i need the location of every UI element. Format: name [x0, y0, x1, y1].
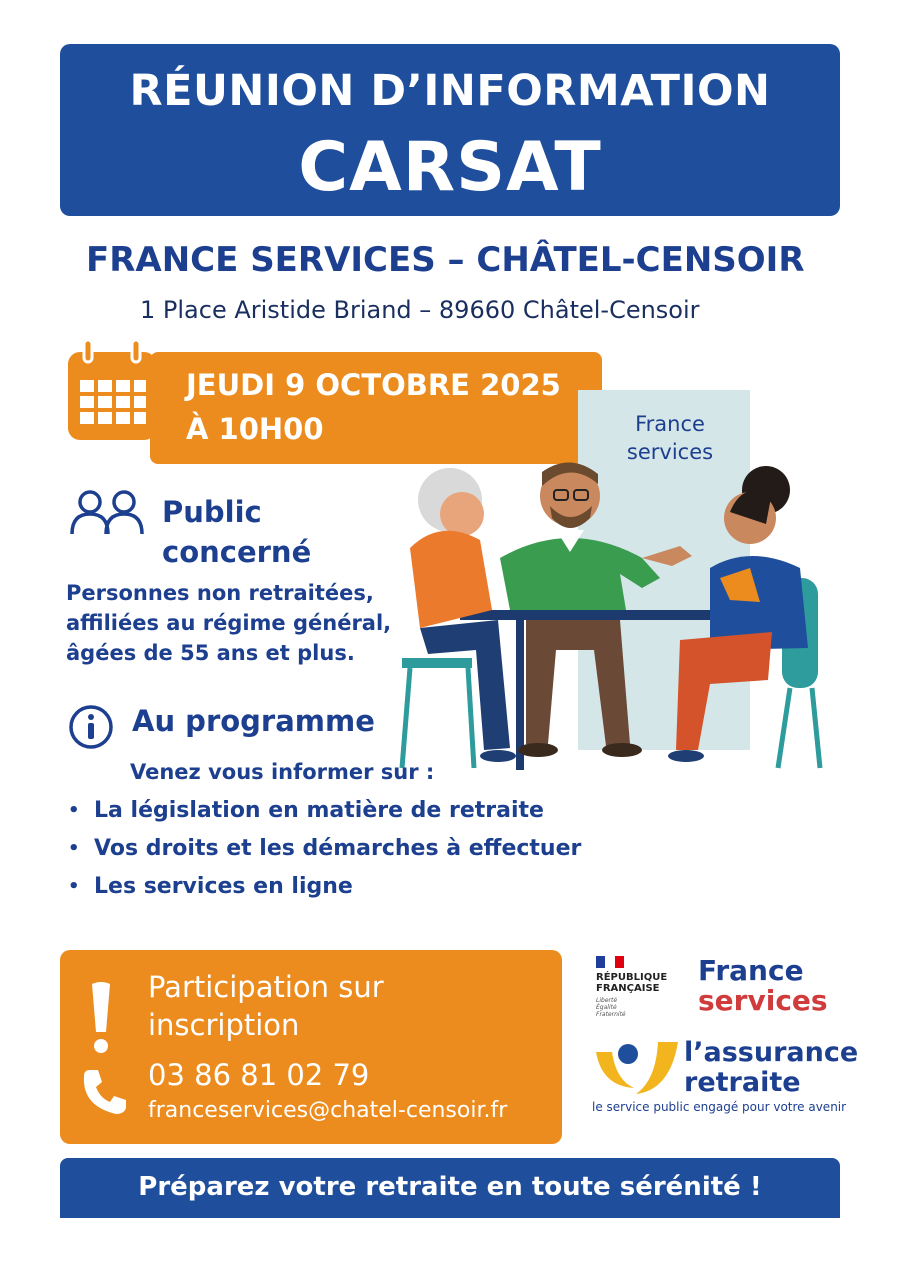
france-services-line2: services	[698, 984, 828, 1017]
france-services-logo	[698, 956, 828, 1016]
marianne-flag-icon	[596, 956, 624, 968]
contact-email[interactable]: franceservices@chatel-censoir.fr	[148, 1098, 508, 1123]
public-desc-line2: affiliées au régime général,	[66, 611, 392, 635]
republique-name: RÉPUBLIQUE FRANÇAISE	[596, 972, 668, 994]
venue-name: FRANCE SERVICES – CHÂTEL-CENSOIR	[86, 240, 805, 280]
assurance-line2: retraite	[684, 1067, 801, 1098]
title-banner	[60, 44, 840, 216]
exclamation-icon	[86, 980, 116, 1054]
assurance-tagline: le service public engagé pour votre avenir	[592, 1100, 847, 1114]
republique-francaise-logo	[596, 956, 676, 1018]
programme-item: • Les services en ligne	[68, 868, 581, 906]
info-icon	[68, 704, 114, 750]
assurance-retraite-logo	[684, 1038, 858, 1098]
people-icon	[70, 488, 146, 536]
public-description	[66, 578, 396, 668]
contact-phone[interactable]: 03 86 81 02 79	[148, 1058, 370, 1092]
footer-banner	[60, 1158, 840, 1218]
public-title-line2: concerné	[162, 535, 312, 569]
programme-title: Au programme	[132, 704, 375, 738]
sign-line1: France	[635, 412, 705, 436]
programme-list	[68, 792, 581, 906]
contact-line1: Participation sur	[148, 970, 384, 1004]
footer-text: Préparez votre retraite en toute sérénité !	[138, 1172, 762, 1202]
contact-line2: inscription	[148, 1008, 300, 1042]
republique-motto: Liberté Égalité Fraternité	[596, 997, 626, 1018]
programme-item: • La législation en matière de retraite	[68, 792, 581, 830]
public-desc-line3: âgées de 55 ans et plus.	[66, 641, 355, 665]
meeting-illustration	[380, 388, 840, 772]
assurance-retraite-logo-icon	[592, 1036, 682, 1098]
programme-intro: Venez vous informer sur :	[130, 760, 435, 784]
calendar-icon	[64, 340, 160, 444]
public-title-line1: Public	[162, 495, 262, 529]
title-line1: RÉUNION D’INFORMATION	[129, 66, 771, 116]
venue-address: 1 Place Aristide Briand – 89660 Châtel-Censoir	[140, 296, 700, 324]
date-line1: JEUDI 9 OCTOBRE 2025	[186, 368, 561, 402]
date-line2: À 10H00	[186, 412, 324, 446]
public-desc-line1: Personnes non retraitées,	[66, 581, 374, 605]
programme-item: • Vos droits et les démarches à effectuer	[68, 830, 581, 868]
sign-line2: services	[626, 440, 714, 464]
phone-icon	[80, 1066, 128, 1116]
france-services-line1: France	[698, 954, 804, 987]
contact-box	[60, 950, 562, 1144]
illustration-sign	[620, 410, 720, 466]
assurance-line1: l’assurance	[684, 1037, 859, 1068]
title-line2: CARSAT	[298, 128, 602, 207]
public-title	[162, 492, 362, 572]
